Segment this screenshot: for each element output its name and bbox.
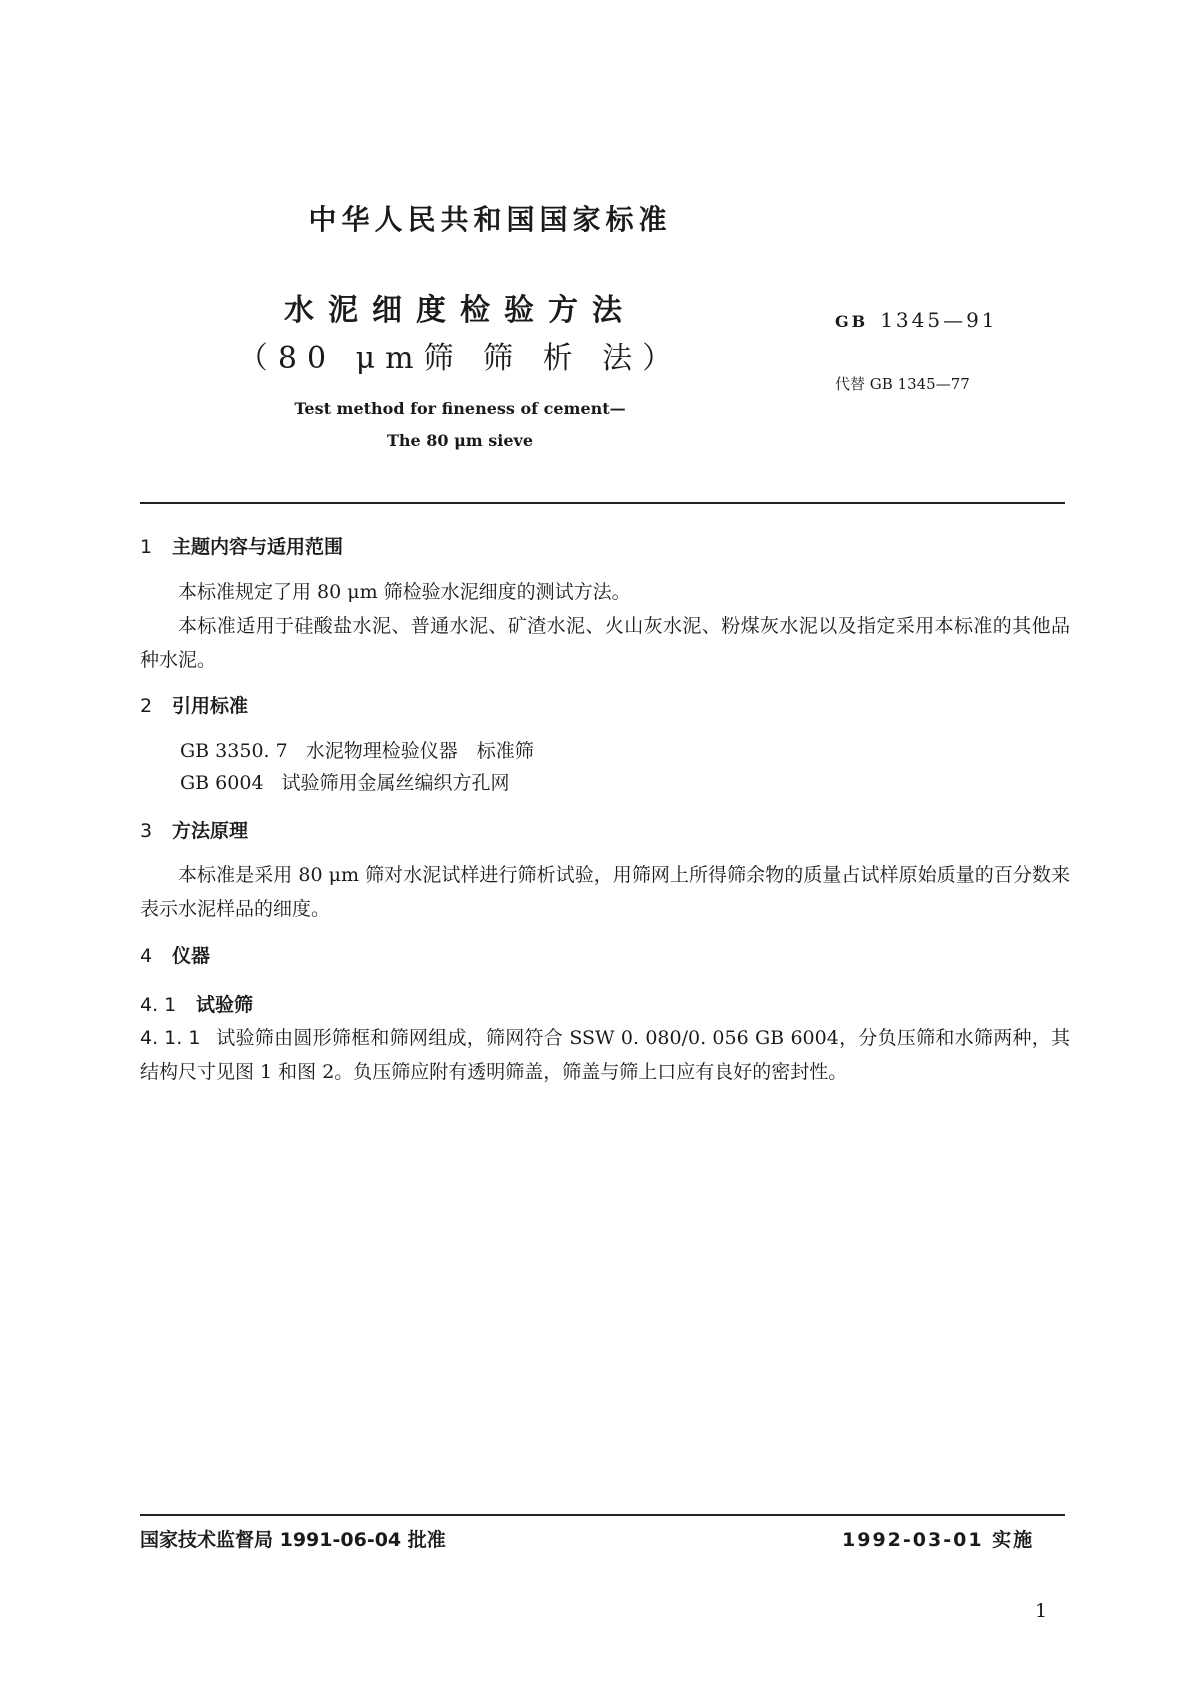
document-subtitle: （80 μm筛 筛 析 法）	[237, 341, 683, 376]
section-1-paragraph-1: 本标准规定了用 80 μm 筛检验水泥细度的测试方法。	[178, 581, 631, 603]
english-title-line-2: The 80 μm sieve	[386, 431, 534, 450]
section-3-title: 方法原理	[172, 820, 249, 842]
section-2-heading	[140, 691, 248, 718]
reference-title: 试验筛用金属丝编织方孔网	[281, 772, 510, 794]
subsection-4-1-1-paragraph	[140, 1021, 1070, 1089]
section-1-number: 1	[140, 536, 153, 558]
subsection-4-1-1-text: 试验筛由圆形筛框和筛网组成，筛网符合 SSW 0. 080/0. 056 GB 6004，分负压筛和水筛两种，其结构尺寸见图 1 和图 2。负压筛应附有透明筛盖，筛盖与筛上口应有良好的密封性。	[140, 1027, 1070, 1083]
section-4-number: 4	[140, 945, 153, 967]
subsection-4-1-1-number: 4. 1. 1	[140, 1027, 201, 1049]
section-2-title: 引用标准	[172, 695, 249, 717]
effective-date: 1992-03-01 实施	[842, 1529, 1035, 1551]
english-title	[0, 393, 920, 457]
replaces-standard: 代替 GB 1345—77	[835, 375, 970, 393]
subsection-4-1-title: 试验筛	[196, 994, 254, 1016]
standard-code-number: 1345—91	[880, 308, 998, 332]
section-2-number: 2	[140, 695, 153, 717]
english-title-line-1: Test method for fineness of cement—	[294, 399, 626, 418]
reference-code: GB 3350. 7	[180, 740, 288, 762]
section-1-title: 主题内容与适用范围	[172, 536, 344, 558]
header-divider	[140, 502, 1065, 504]
section-1-heading	[140, 532, 343, 559]
approval-notice: 国家技术监督局 1991-06-04 批准	[140, 1529, 446, 1551]
standard-code-prefix: GB	[835, 312, 869, 331]
section-3-number: 3	[140, 820, 153, 842]
subsection-4-1-heading	[140, 990, 253, 1017]
section-3-heading	[140, 816, 248, 843]
footer-divider	[140, 1514, 1065, 1516]
reference-item	[180, 734, 534, 768]
page-number: 1	[1035, 1600, 1048, 1622]
subsection-4-1-number: 4. 1	[140, 994, 177, 1016]
section-4-title: 仪器	[172, 945, 211, 967]
document-title: 水泥细度检验方法	[284, 293, 636, 328]
reference-title: 水泥物理检验仪器 标准筛	[305, 740, 534, 762]
section-3-paragraph-1: 本标准是采用 80 μm 筛对水泥试样进行筛析试验，用筛网上所得筛余物的质量占试样原始质量的百分数来表示水泥样品的细度。	[140, 864, 1070, 920]
section-4-heading	[140, 941, 210, 968]
national-standard-heading: 中华人民共和国国家标准	[308, 203, 672, 236]
section-1-paragraph-2: 本标准适用于硅酸盐水泥、普通水泥、矿渣水泥、火山灰水泥、粉煤灰水泥以及指定采用本标准的其他品种水泥。	[140, 615, 1070, 671]
reference-item	[180, 766, 510, 800]
reference-code: GB 6004	[180, 772, 264, 794]
standard-number	[835, 308, 998, 332]
